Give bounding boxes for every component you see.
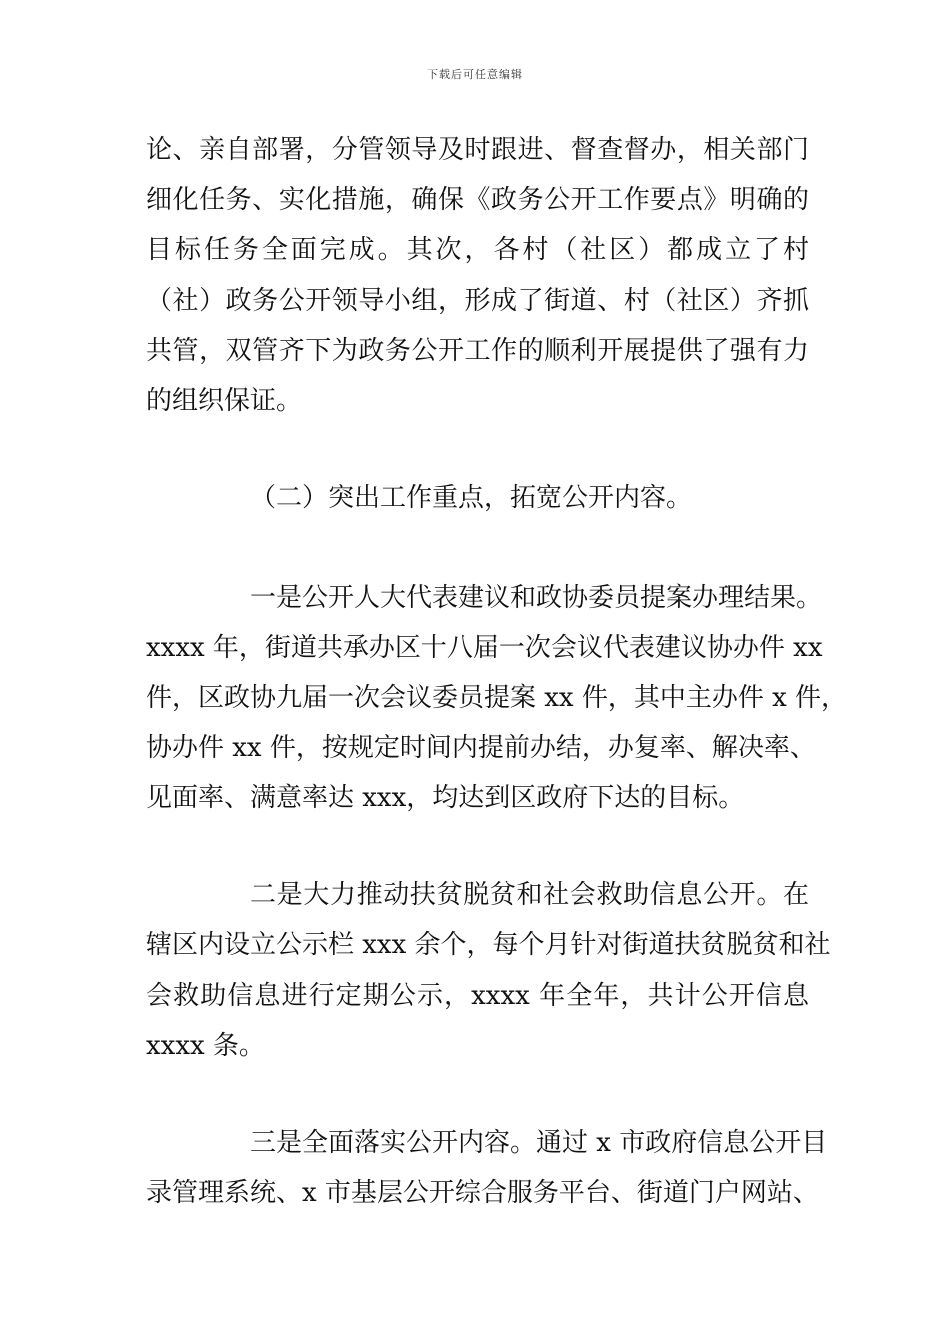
text-line: 见面率、满意率达 xxx，均达到区政府下达的目标。 [146, 783, 745, 813]
text-line: xxxx 条。 [146, 1031, 265, 1061]
text-line: 一是公开人大代表建议和政协委员提案办理结果。 [250, 583, 823, 613]
text-line: xxxx 年，街道共承办区十八届一次会议代表建议协办件 xx [146, 633, 823, 663]
text-line: 细化任务、实化措施，确保《政务公开工作要点》明确的 [146, 185, 809, 215]
text-line: 三是全面落实公开内容。通过 x 市政府信息公开目 [250, 1128, 828, 1158]
text-line: 论、亲自部署，分管领导及时跟进、督查督办，相关部门 [146, 135, 809, 165]
text-line: 目标任务全面完成。其次，各村（社区）都成立了村 [146, 235, 809, 265]
text-line: 协办件 xx 件，按规定时间内提前办结，办复率、解决率、 [146, 733, 816, 763]
page-header: 下载后可任意编辑 [427, 68, 523, 81]
section-heading: （二）突出工作重点，拓宽公开内容。 [250, 483, 693, 513]
text-line: 的组织保证。 [146, 386, 303, 416]
text-line: 二是大力推动扶贫脱贫和社会救助信息公开。在 [250, 880, 809, 910]
text-line: 件，区政协九届一次会议委员提案 xx 件，其中主办件 x 件， [146, 683, 848, 713]
text-line: （社）政务公开领导小组，形成了街道、村（社区）齐抓 [146, 286, 809, 316]
text-line: 共管，双管齐下为政务公开工作的顺利开展提供了强有力 [146, 336, 809, 366]
text-line: 录管理系统、x 市基层公开综合服务平台、街道门户网站、 [146, 1178, 819, 1208]
text-line: 会救助信息进行定期公示，xxxx 年全年，共计公开信息 [146, 981, 809, 1011]
text-line: 辖区内设立公示栏 xxx 余个，每个月针对街道扶贫脱贫和社 [146, 930, 831, 960]
